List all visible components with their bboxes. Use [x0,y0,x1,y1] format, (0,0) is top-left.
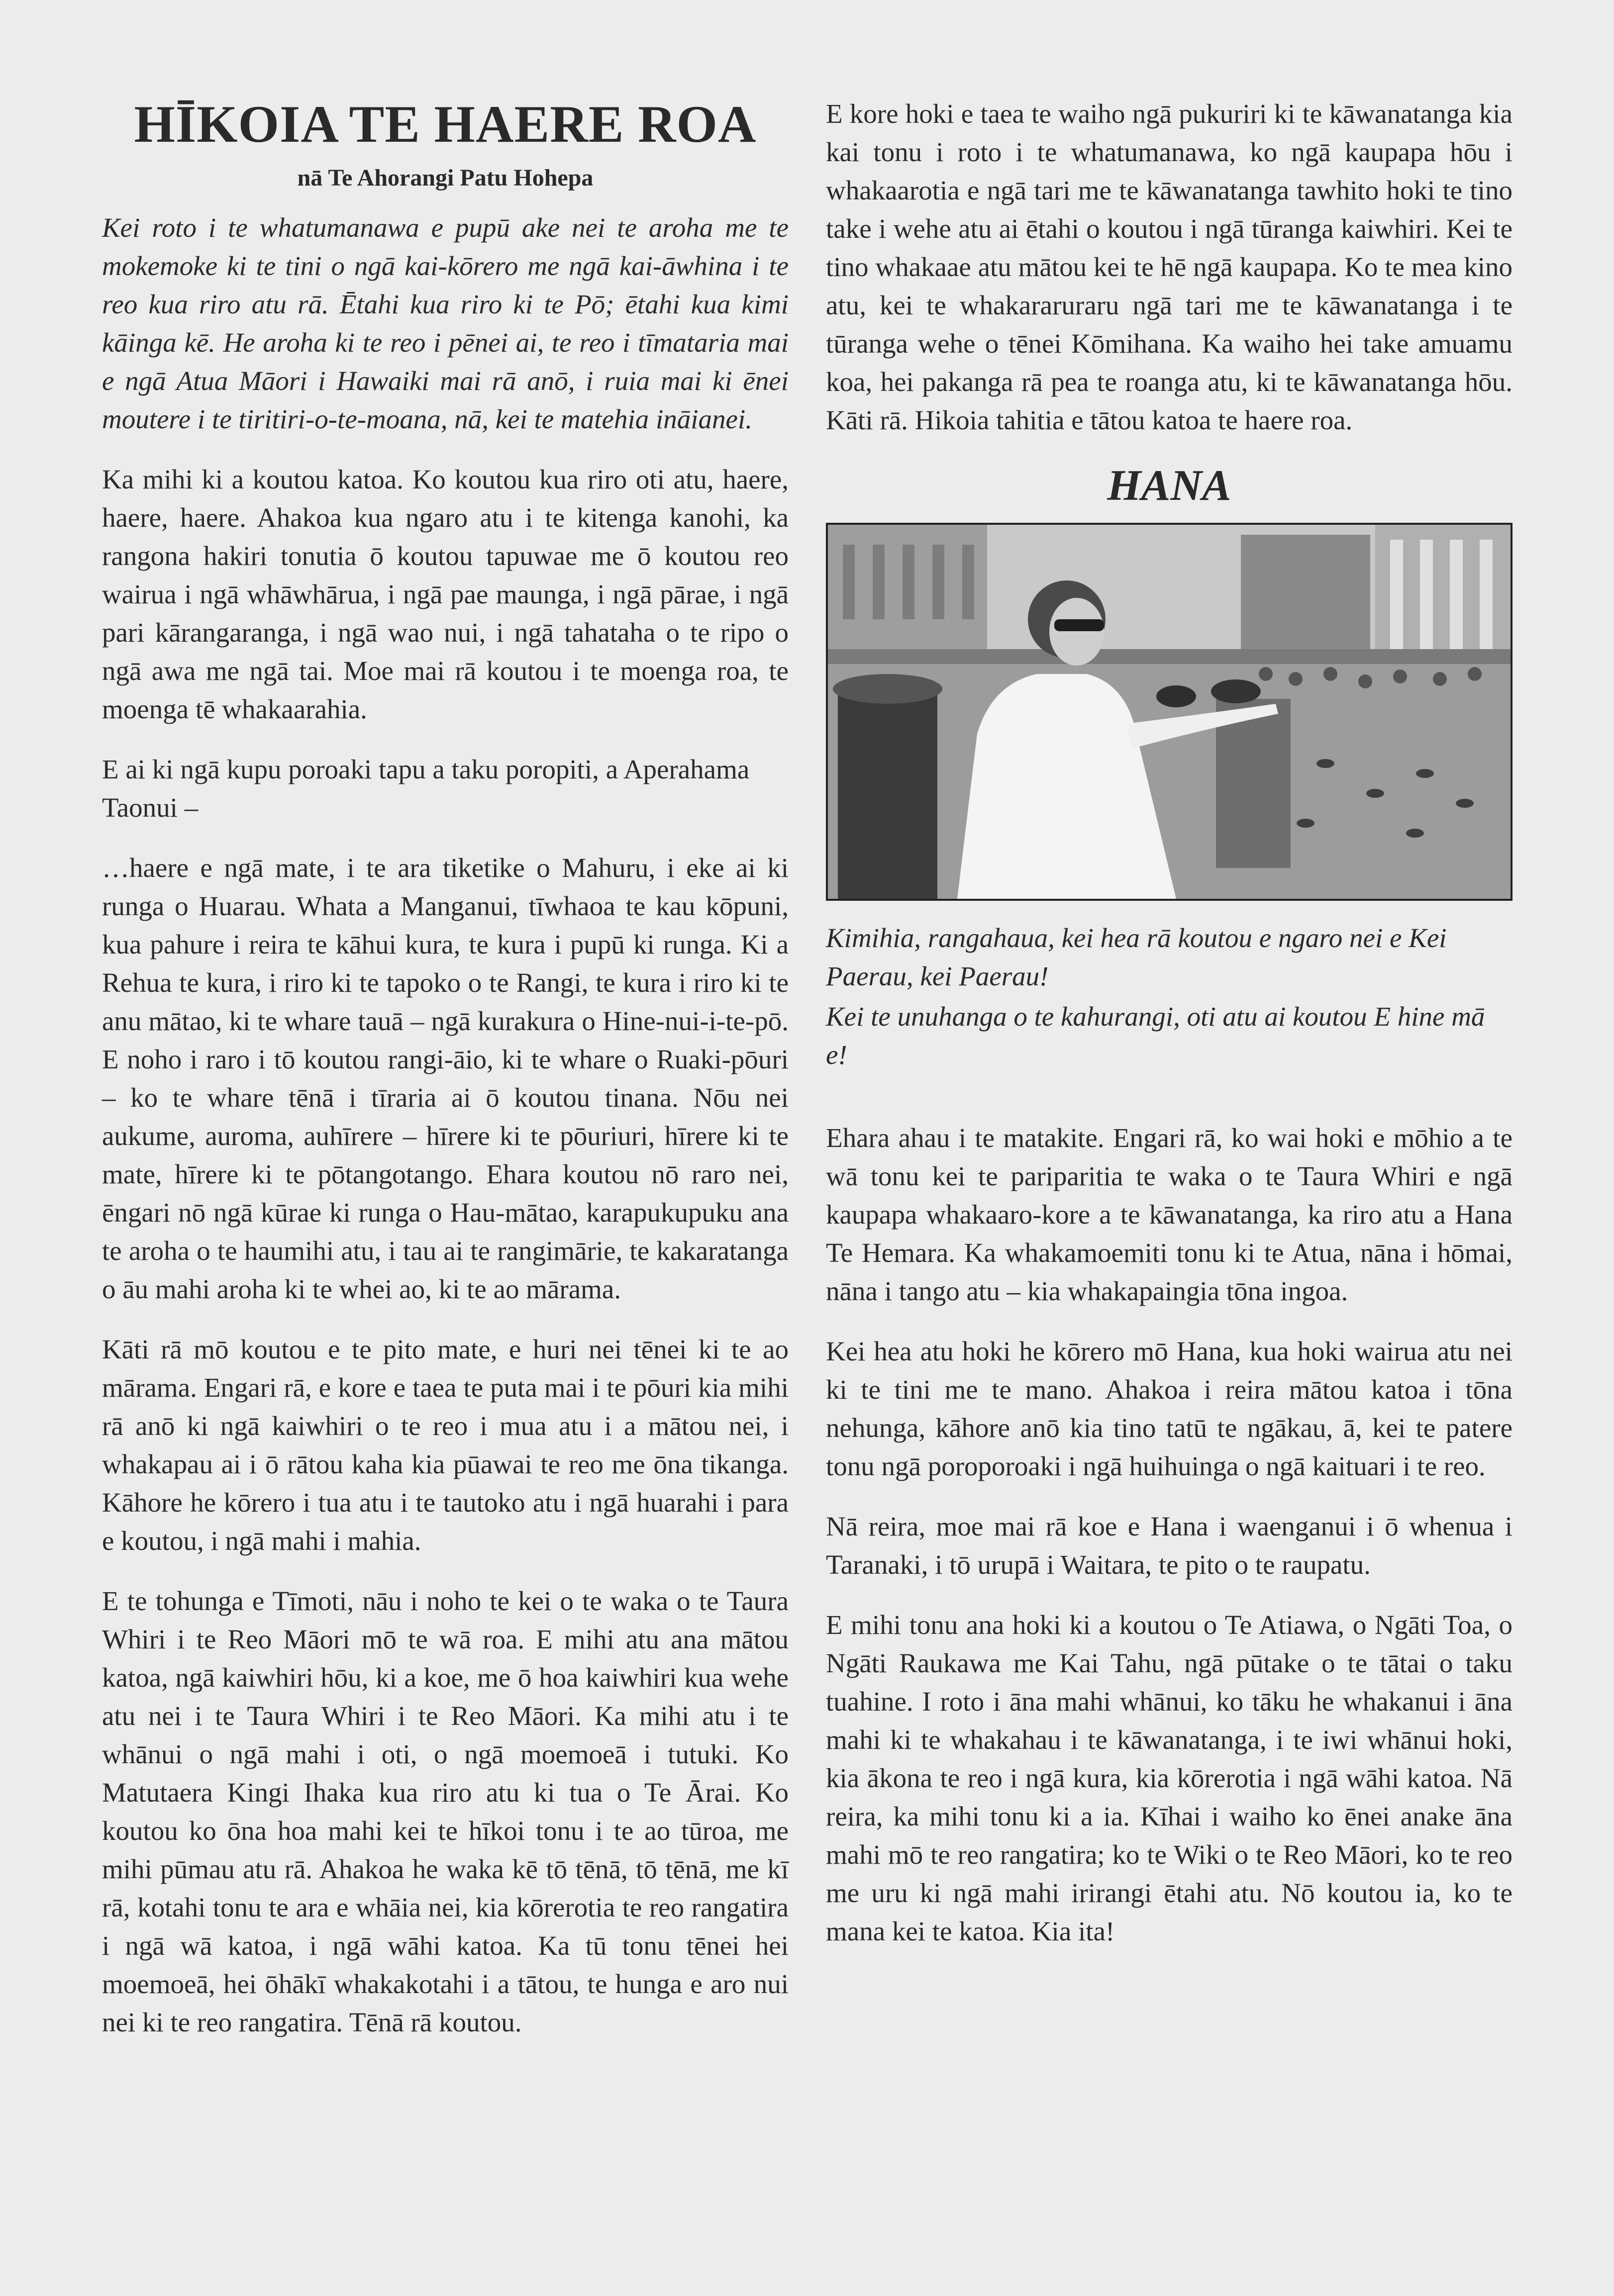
paragraph: Kāti rā mō koutou e te pito mate, e huri nei tēnei ki te ao mārama. Engari rā, e kore e taea te puta mai i te pōuri kia mihi rā anō ki ngā kaiwhiri o te reo i mua atu i a mātou nei, i whakapau ai i ō rātou kaha kia pūawai te reo me ōna tikanga. Kāhore he kōrero i tua atu i te tautoko atu i ngā huarahi i para e koutou, i ngā mahi i mahia. [102,1334,789,1556]
photo-caption [826,919,1513,1074]
paragraph: Nā reira, moe mai rā koe e Hana i waenganui i ō whenua i Taranaki, i tō urupā i Waitara, te pito o te raupatu. [826,1511,1513,1580]
paragraph: Ka mihi ki a koutou katoa. Ko koutou kua riro oti atu, haere, haere, haere. Ahakoa kua ngaro atu i te kitenga kanohi, ka rangona hakiri tonutia ō koutou tapuwae me ō koutou reo wairua i ngā whāwhārua, i ngā pae maunga, i ngā pārae, i ngā pari kārangaranga, i ngā wao nui, i ngā tahataha o te ripo o ngā awa me ngā tai. Moe mai rā koutou i te moenga roa, te moenga tē whakaarahia. [102,464,789,724]
right-column [826,95,1513,1972]
paragraph: E mihi tonu ana hoki ki a koutou o Te Atiawa, o Ngāti Toa, o Ngāti Raukawa me Kai Tahu, ngā pūtake o te tātai o taku tuahine. I roto i āna mahi whānui, ko tāku he whakanui i āna mahi ki te whakahau i te kāwanatanga, i te iwi whānui hoki, kia ākona te reo i ngā kura, kia kōrerotia i ngā wāhi katoa. Nā reira, ka mihi tonu ki a ia. Kīhai i waiho ko ēnei anake āna mahi mō te reo rangatira; ko te Wiki o te Reo Māori, ko te reo me uru ki ngā mahi irirangi ētahi atu. Nō koutou ia, ko te mana kei te katoa. Kia ita! [826,1610,1513,1946]
photo-hana [826,523,1513,901]
paragraph: Ehara ahau i te matakite. Engari rā, ko wai hoki e mōhio a te wā tonu kei te pariparitia te waka o te Taura Whiri e ngā kaupapa whakaaro-kore a te kāwanatanga, ka riro atu a Hana Te Hemara. Ka whakamoemiti tonu ki te Atua, nāna i hōmai, nāna i tango atu – kia whakapaingia tōna ingoa. [826,1123,1513,1306]
paragraph: Kei hea atu hoki he kōrero mō Hana, kua hoki wairua atu nei ki te tini me te mano. Ahakoa i reira mātou katoa i tōna nehunga, kāhore anō kia tino tatū te ngākau, ā, kei te patere tonu ngā poroporoaki i ngā huihuinga o ngā kaituari i te reo. [826,1336,1513,1481]
caption-line: Kei te unuhanga o te kahurangi, oti atu ai koutou E hine mā e! [826,1001,1485,1070]
caption-line: Kimihia, rangahaua, kei hea rā koutou e ngaro nei e Kei Paerau, kei Paerau! [826,923,1447,991]
intro-paragraph: Kei roto i te whatumanawa e pupū ake nei te aroha me te mokemoke ki te tini o ngā kai-kōrero me ngā kai-āwhina i te reo kua riro atu rā. Ētahi kua riro ki te Pō; ētahi kua kimi kāinga kē. He aroha ki te reo i pēnei ai, te reo i tīmataria mai e ngā Atua Māori i Hawaiki mai rā anō, i ruia mai ki ēnei moutere i te tiritiri-o-te-moana, nā, kei te matehia ināianei. [102,212,789,434]
section-heading: HANA [1107,462,1231,510]
paragraph: E ai ki ngā kupu poroaki tapu a taku poropiti, a Aperahama Taonui – [102,754,750,823]
byline: nā Te Ahorangi Patu Hohepa [297,165,594,191]
paragraph: …haere e ngā mate, i te ara tiketike o Mahuru, i eke ai ki runga o Huarau. Whata a Manganui, tīwhaoa te kau kōpuni, kua pahure i reira te kāhui kura, te kura i pupū ki runga. Ki a Rehua te kura, i riro ki te tapoko o te Rangi, te kura i riro ki te anu mātao, ki te whare tauā – ngā kurakura o Hine-nui-i-te-pō. E noho i raro i tō koutou rangi-āio, ki te whare o Ruaki-pōuri – ko te whare tēnā i tīraria ai ō koutou tinana. Nōu nei aukume, auroma, auhīrere – hīrere ki te pōuriuri, hīrere ki te mate, hīrere ki te pōtangotango. Ehara koutou nō raro nei, ēngari nō ngā kūrae ki runga o Hau-mātao, karapukupuku ana te aroha o te haumihi atu, i tau ai te rangimārie, te kakaratanga o āu mahi aroha ki te whei ao, ki te ao mārama. [102,853,789,1304]
paragraph: E kore hoki e taea te waiho ngā pukuriri ki te kāwanatanga kia kai tonu i roto i te whatumanawa, ko ngā kaupapa hōu i whakaarotia e ngā tari me te kāwanatanga tawhito hoki te tino take i wehe atu ai ētahi o koutou i ngā tūranga kaiwhiri. Kei te tino whakaae atu mātou kei te hē ngā kaupapa. Ko te mea kino atu, kei te whakararuraru ngā tari me te kāwanatanga i te tūranga wehe o tēnei Kōmihana. Ka waiho hei take amuamu koa, hei pakanga rā pea te roanga atu, ki te kāwanatanga hōu. Kāti rā. Hikoia tahitia e tātou katoa te haere roa. [826,98,1513,435]
left-column [102,95,789,2063]
article-title: HĪKOIA TE HAERE ROA [134,95,757,153]
photo-illustration [828,525,1511,899]
paragraph: E te tohunga e Tīmoti, nāu i noho te kei o te waka o te Taura Whiri i te Reo Māori mō te wā roa. E mihi atu ana mātou katoa, ngā kaiwhiri hōu, ki a koe, me ō hoa kaiwhiri kua wehe atu nei i te Taura Whiri i te Reo Māori. Ka mihi atu i te whānui o ngā mahi i oti, o ngā moemoeā i tutuki. Ko Matutaera Kingi Ihaka kua riro atu ki tua o Te Ārai. Ko koutou ko ōna hoa mahi kei te hīkoi tonu i te ao tūroa, me mihi pūmau atu rā. Ahakoa he waka kē tō tēnā, tō tēnā, me kī rā, kotahi tonu te ara e whāia nei, kia kōrerotia te reo rangatira i ngā wā katoa, i ngā wāhi katoa. Ka tū tonu tēnei hei moemoeā, hei ōhākī whakakotahi i a tātou, te hunga e aro nui nei ki te reo rangatira. Tēnā rā koutou. [102,1586,789,2037]
